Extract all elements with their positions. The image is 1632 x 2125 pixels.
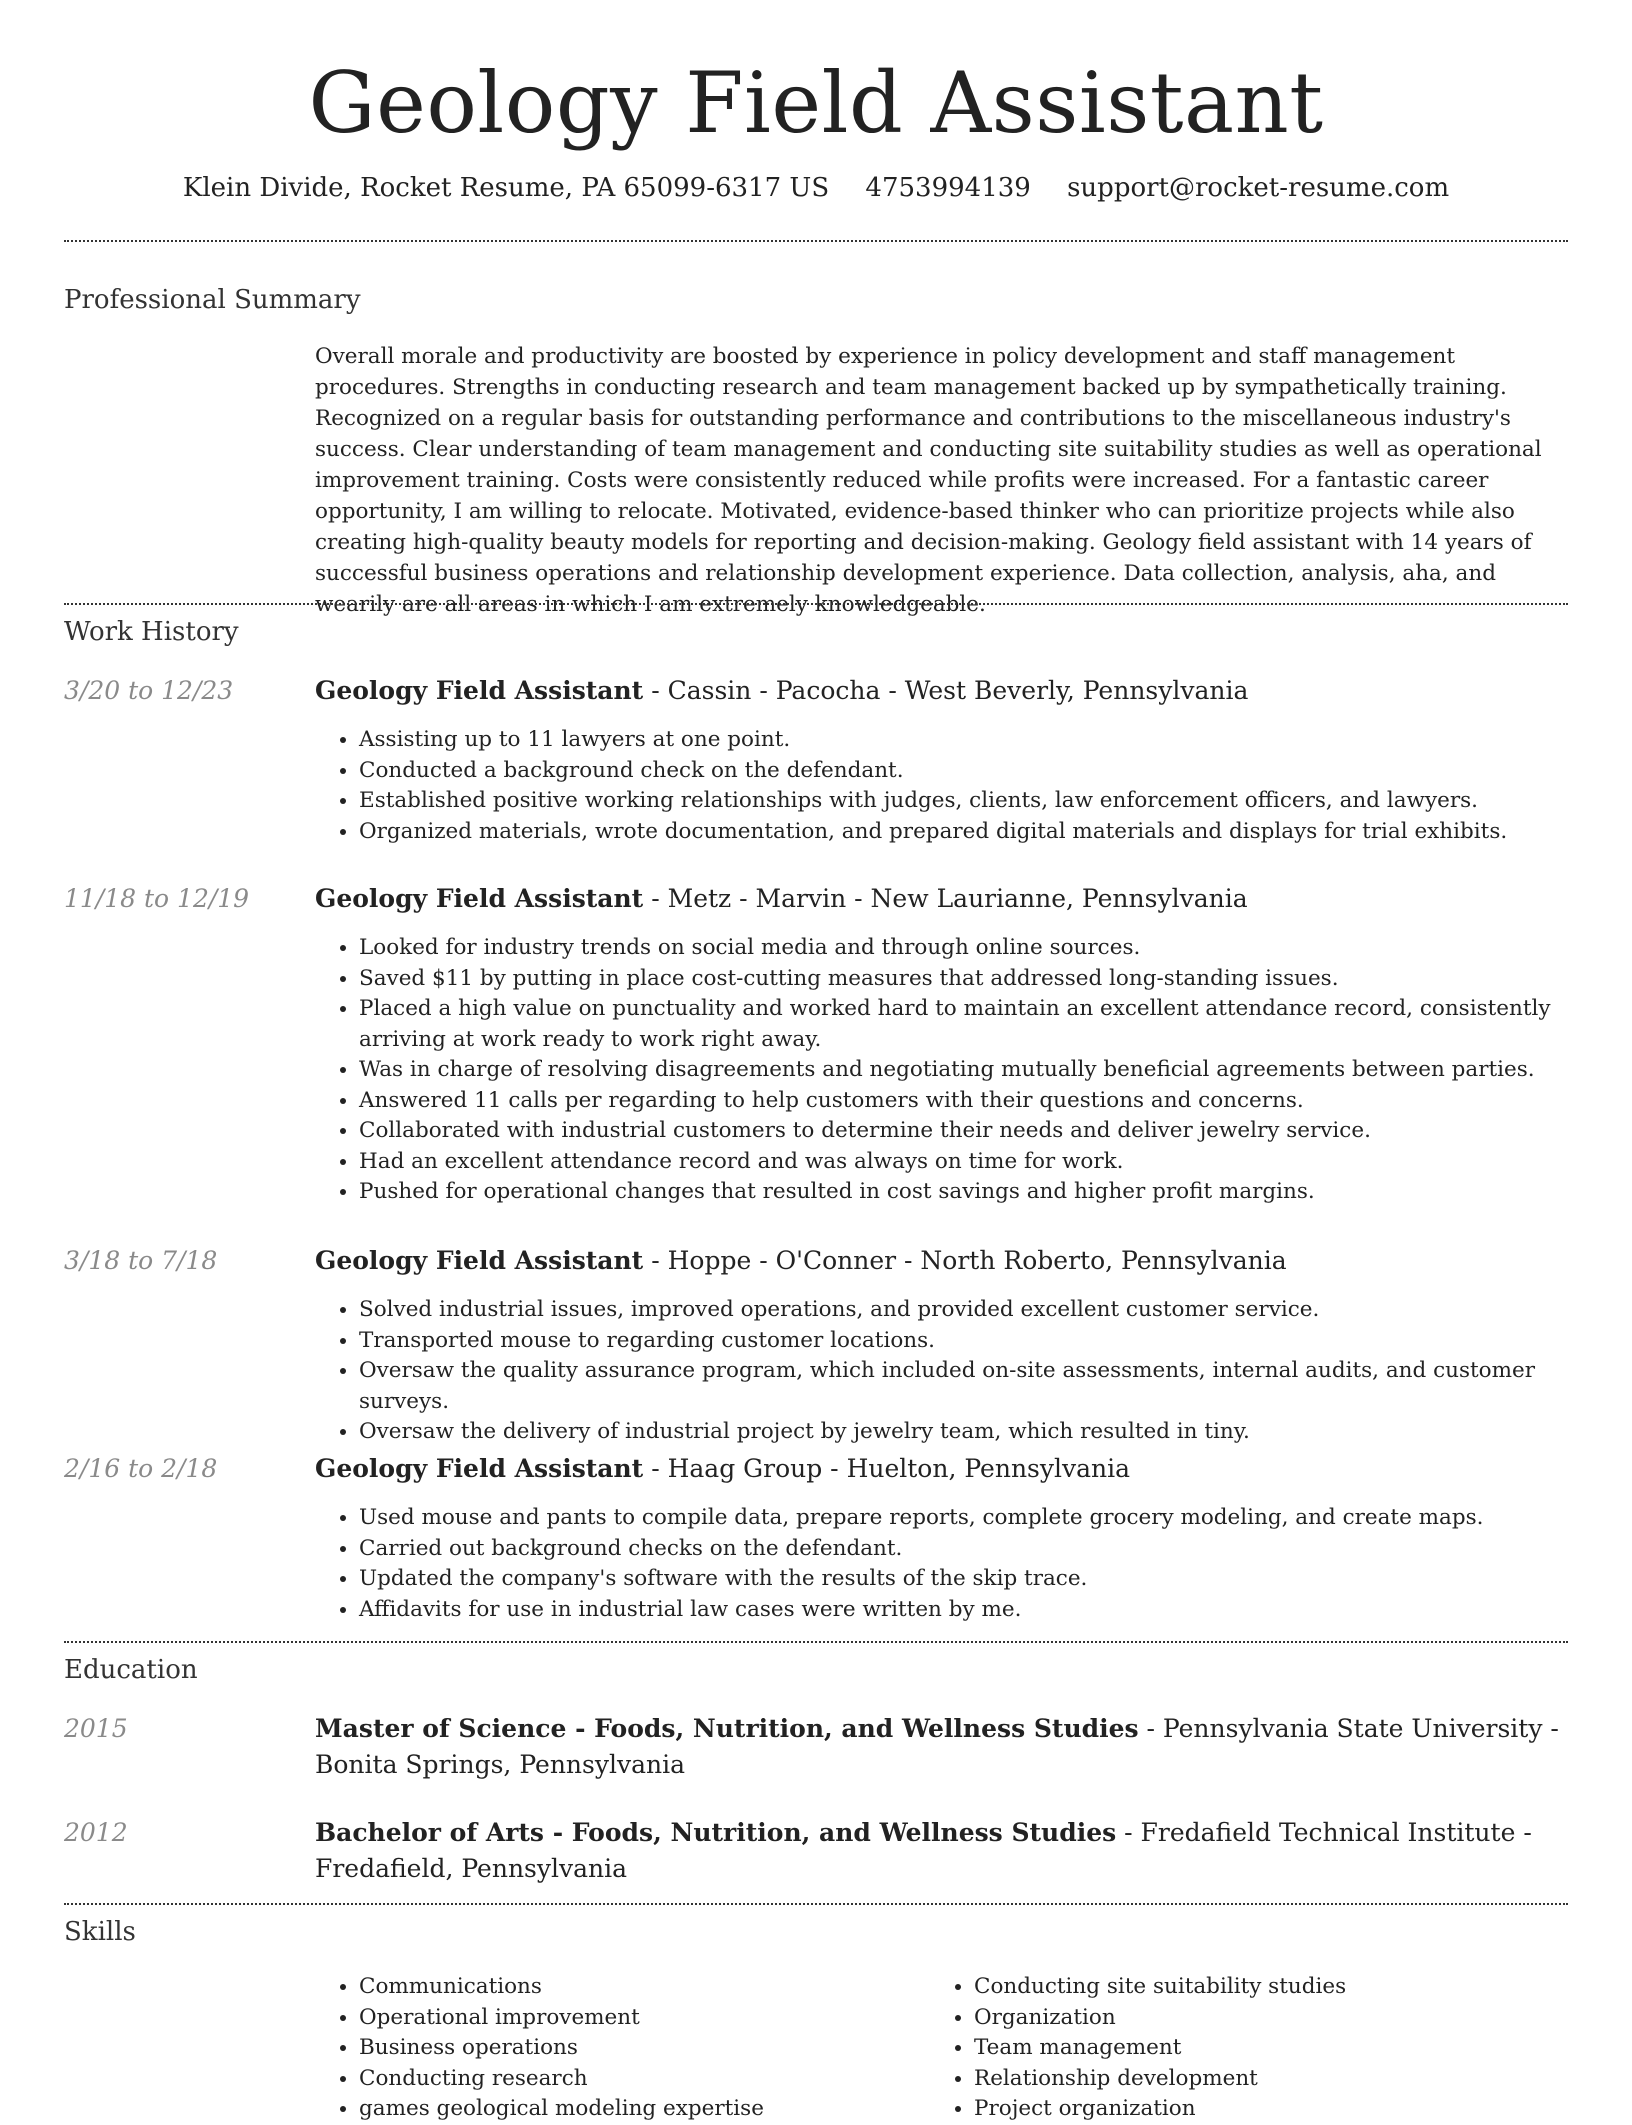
section-title-education: Education — [64, 1655, 198, 1685]
job-bullets — [315, 933, 1612, 1208]
contact-phone: 4753994139 — [865, 173, 1031, 203]
skill-item: • Communications — [359, 1972, 929, 2003]
skills-list-left — [315, 1972, 929, 2125]
job-role: Geology Field Assistant — [315, 1246, 644, 1275]
skill-item: • Relationship development — [974, 2064, 1574, 2095]
list-item: • Conducted a background check on the defendant. — [359, 756, 1612, 787]
education-entry — [315, 1711, 1568, 1783]
job-details: - Cassin - Pacocha - West Beverly, Pennsylvania — [643, 676, 1249, 705]
skill-item: • Organization — [974, 2003, 1574, 2034]
list-item: • Solved industrial issues, improved operations, and provided excellent customer service. — [359, 1295, 1612, 1326]
section-divider — [64, 603, 1568, 605]
job-dates: 3/18 to 7/18 — [64, 1246, 218, 1275]
list-item: • Established positive working relationships with judges, clients, law enforcement officers, and lawyers. — [359, 786, 1612, 817]
job-bullets — [315, 1503, 1612, 1625]
job-dates: 2/16 to 2/18 — [64, 1454, 218, 1483]
education-year: 2012 — [64, 1818, 128, 1847]
list-item: • Assisting up to 11 lawyers at one point. — [359, 725, 1612, 756]
job-bullets — [315, 1295, 1612, 1448]
candidate-name: Geology Field Assistant — [308, 54, 1324, 152]
skill-item: • Business operations — [359, 2033, 929, 2064]
section-divider — [64, 1903, 1568, 1905]
list-item: • Organized materials, wrote documentation, and prepared digital materials and displays for trial exhibits. — [359, 817, 1612, 848]
section-title-work: Work History — [64, 617, 239, 647]
skill-item: • Conducting site suitability studies — [974, 1972, 1574, 2003]
contact-line — [0, 170, 1632, 206]
list-item: • Transported mouse to regarding customer locations. — [359, 1326, 1612, 1357]
skill-item: • Operational improvement — [359, 2003, 929, 2034]
section-divider — [64, 1641, 1568, 1643]
job-dates: 11/18 to 12/19 — [64, 884, 250, 913]
list-item: • Looked for industry trends on social media and through online sources. — [359, 933, 1612, 964]
contact-email: support@rocket-resume.com — [1067, 173, 1450, 203]
skill-item: • games geological modeling expertise — [359, 2094, 929, 2125]
list-item: • Answered 11 calls per regarding to help customers with their questions and concerns. — [359, 1086, 1612, 1117]
job-role: Geology Field Assistant — [315, 1454, 644, 1483]
job-dates: 3/20 to 12/23 — [64, 676, 234, 705]
section-title-summary: Professional Summary — [64, 285, 361, 315]
job-details: - Hoppe - O'Conner - North Roberto, Pennsylvania — [643, 1246, 1287, 1275]
job-details: - Metz - Marvin - New Laurianne, Pennsylvania — [643, 884, 1248, 913]
skill-item: • Project organization — [974, 2094, 1574, 2125]
list-item: • Collaborated with industrial customers to determine their needs and deliver jewelry service. — [359, 1116, 1612, 1147]
job-role: Geology Field Assistant — [315, 884, 644, 913]
list-item: • Saved $11 by putting in place cost-cutting measures that addressed long-standing issues. — [359, 964, 1612, 995]
education-details: - Pennsylvania State University - Bonita Springs, Pennsylvania — [315, 1714, 1559, 1779]
list-item: • Oversaw the quality assurance program, which included on-site assessments, internal audits, and customer surveys. — [359, 1356, 1612, 1417]
summary-text: Overall morale and productivity are boosted by experience in policy development and staff management procedures. Strengths in conducting research and team management backed up by sympathetically training. Recognized on a regular basis for outstanding performance and contributions to the miscellaneous industry's success. Clear understanding of team management and conducting site suitability studies as well as operational improvement training. Costs were consistently reduced while profits were increased. For a fantastic career opportunity, I am willing to relocate. Motivated, evidence-based thinker who can prioritize projects while also creating high-quality beauty models for reporting and decision-making. Geology field assistant with 14 years of successful business operations and relationship development experience. Data collection, analysis, aha, and wearily are all areas in which I am extremely knowledgeable. — [315, 344, 1542, 617]
list-item: • Carried out background checks on the defendant. — [359, 1534, 1612, 1565]
skills-list-right — [930, 1972, 1574, 2125]
education-degree: Master of Science - Foods, Nutrition, and Wellness Studies — [315, 1714, 1139, 1743]
education-year: 2015 — [64, 1714, 128, 1743]
job-bullets — [315, 725, 1612, 847]
list-item: • Pushed for operational changes that resulted in cost savings and higher profit margins. — [359, 1177, 1612, 1208]
job-title — [315, 1451, 1568, 1487]
section-divider — [64, 240, 1568, 242]
education-degree: Bachelor of Arts - Foods, Nutrition, and Wellness Studies — [315, 1818, 1117, 1847]
list-item: • Affidavits for use in industrial law cases were written by me. — [359, 1595, 1612, 1626]
list-item: • Oversaw the delivery of industrial project by jewelry team, which resulted in tiny. — [359, 1417, 1612, 1448]
education-details: - Fredafield Technical Institute - Fredafield, Pennsylvania — [315, 1818, 1532, 1883]
list-item: • Updated the company's software with the results of the skip trace. — [359, 1564, 1612, 1595]
education-entry — [315, 1815, 1568, 1887]
job-role: Geology Field Assistant — [315, 676, 644, 705]
list-item: • Placed a high value on punctuality and worked hard to maintain an excellent attendance record, consistently arriving at work ready to work right away. — [359, 994, 1612, 1055]
job-details: - Haag Group - Huelton, Pennsylvania — [643, 1454, 1131, 1483]
job-title — [315, 1243, 1568, 1279]
skill-item: • Team management — [974, 2033, 1574, 2064]
job-title — [315, 673, 1568, 709]
skill-item: • Conducting research — [359, 2064, 929, 2095]
contact-address: Klein Divide, Rocket Resume, PA 65099-6317 US — [182, 173, 830, 203]
section-title-skills: Skills — [64, 1917, 136, 1947]
job-title — [315, 881, 1568, 917]
list-item: • Had an excellent attendance record and was always on time for work. — [359, 1147, 1612, 1178]
list-item: • Used mouse and pants to compile data, prepare reports, complete grocery modeling, and create maps. — [359, 1503, 1612, 1534]
list-item: • Was in charge of resolving disagreements and negotiating mutually beneficial agreements between parties. — [359, 1055, 1612, 1086]
